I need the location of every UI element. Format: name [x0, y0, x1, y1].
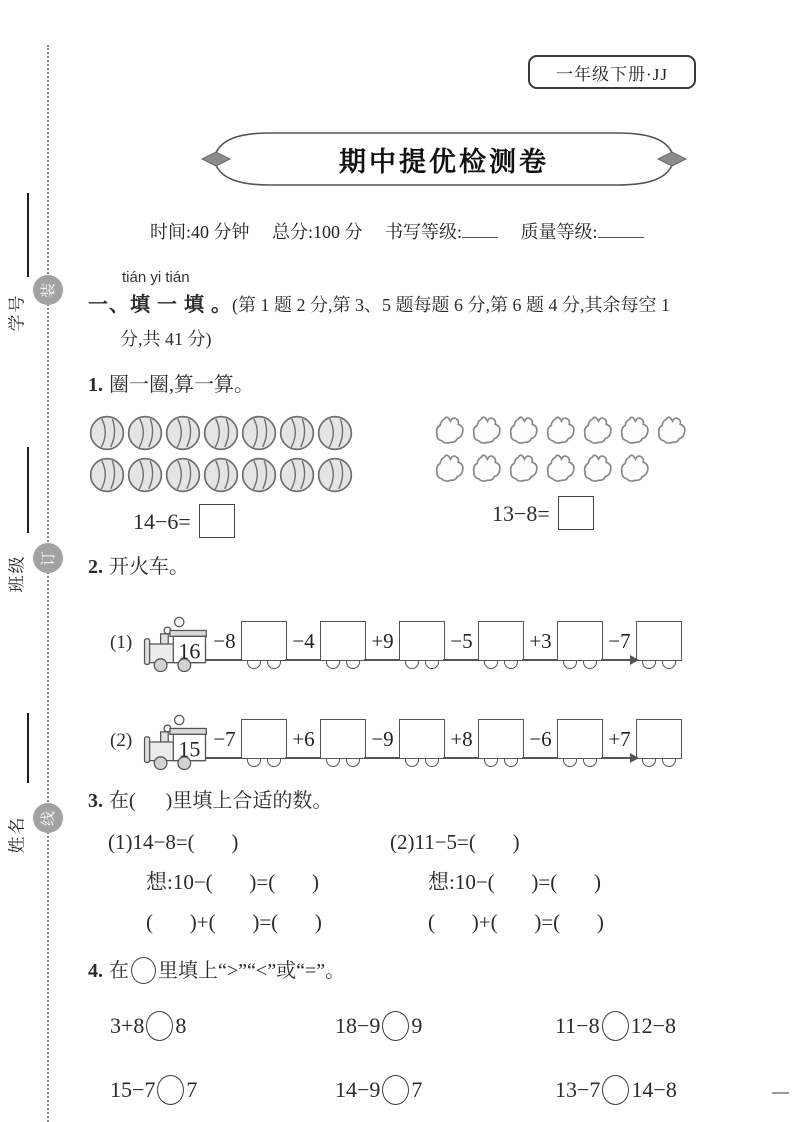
q3-p1-think-line[interactable]: 想:10−( )=( ): [146, 870, 319, 894]
q4-item-6-left: 13−7: [555, 1077, 601, 1102]
q1-title: 圈一圈,算一算。: [109, 374, 254, 396]
quality-grade-label: 质量等级:: [520, 222, 598, 242]
q3-p2-equation[interactable]: (2)11−5=( ): [390, 830, 520, 854]
locomotive-icon: [142, 616, 208, 672]
q4-item-6: [555, 1072, 718, 1108]
paper-content: [88, 0, 718, 1108]
q3-part-2: [390, 822, 718, 942]
train-1-op-6: −7: [608, 629, 631, 653]
train-2-connector: [366, 720, 399, 768]
q1-right-equation-text: 13−8=: [492, 501, 550, 526]
name-write-line[interactable]: [27, 713, 29, 783]
ball-row-2[interactable]: [88, 456, 408, 494]
q3-p2-think-line[interactable]: 想:10−( )=( ): [428, 870, 601, 894]
ball-icon: [126, 414, 164, 452]
leaf-icon: [506, 452, 543, 486]
train-1-wagon-1[interactable]: [241, 621, 287, 661]
ball-icon: [316, 456, 354, 494]
page-title: 期中提优检测卷: [339, 146, 549, 177]
train-1-op-4: −5: [450, 629, 473, 653]
train-2-connector: [445, 720, 478, 768]
q4-item-5-circle[interactable]: [382, 1075, 409, 1105]
q4-item-2-circle[interactable]: [382, 1011, 409, 1041]
q4-item-2: [335, 1008, 555, 1044]
q4-item-5: [335, 1072, 555, 1108]
train-1-engine-number: 16: [178, 638, 201, 664]
q3-title: 在( )里填上合适的数。: [109, 790, 333, 812]
exam-info-line: [150, 218, 718, 244]
train-1-label: (1): [110, 632, 133, 653]
ball-icon: [278, 456, 316, 494]
train-1-op-5: +3: [529, 629, 552, 653]
q4-item-4-right: 7: [186, 1077, 198, 1102]
ball-icon: [88, 414, 126, 452]
ball-icon: [278, 414, 316, 452]
leaf-icon: [617, 414, 654, 448]
train-1-wagon-5[interactable]: [557, 621, 603, 661]
ball-icon: [164, 456, 202, 494]
train-2-label: (2): [110, 730, 133, 751]
ball-icon: [202, 414, 240, 452]
q4-grid: [110, 1008, 718, 1108]
train-1-wagon-6[interactable]: [636, 621, 682, 661]
q3-heading: [88, 786, 718, 816]
q1-number: 1.: [88, 374, 103, 396]
q4-item-3-left: 11−8: [555, 1013, 600, 1038]
q4-heading: [88, 954, 718, 988]
q4-title-prefix: 在: [109, 960, 129, 982]
quality-grade-blank[interactable]: [598, 223, 644, 238]
q3-p2-sum-line[interactable]: ( )+( )=( ): [428, 910, 604, 934]
q4-item-2-left: 18−9: [335, 1013, 381, 1038]
q3-p1-sum-line[interactable]: ( )+( )=( ): [146, 910, 322, 934]
q3-number: 3.: [88, 790, 103, 812]
q4-item-4-circle[interactable]: [157, 1075, 184, 1105]
train-2-op-4: +8: [450, 727, 473, 751]
train-1-op-3: +9: [371, 629, 394, 653]
ball-icon: [202, 456, 240, 494]
q4-item-4: [110, 1072, 335, 1108]
pinyin-annotation: tián yi tián: [122, 269, 190, 286]
q4-number: 4.: [88, 960, 103, 982]
q4-item-3-circle[interactable]: [602, 1011, 629, 1041]
train-1-arrow-connector: [603, 622, 636, 670]
train-2-op-5: −6: [529, 727, 552, 751]
leaf-icon: [469, 414, 506, 448]
name-label: 姓名: [7, 815, 27, 854]
ball-icon: [240, 456, 278, 494]
train-1-op-2: −4: [292, 629, 315, 653]
class-write-line[interactable]: [27, 447, 29, 533]
train-1-wagon-2[interactable]: [320, 621, 366, 661]
q4-item-1: [110, 1008, 335, 1044]
leaf-icon: [543, 452, 580, 486]
train-2-engine-number: 15: [178, 736, 201, 762]
ball-row-1[interactable]: [88, 414, 408, 452]
train-2-wagon-3[interactable]: [399, 719, 445, 759]
q4-item-6-right: 14−8: [631, 1077, 677, 1102]
train-1: [110, 588, 718, 670]
q1-heading: [88, 370, 718, 400]
q4-item-1-circle[interactable]: [146, 1011, 173, 1041]
q3-p1-equation[interactable]: (1)14−8=( ): [108, 830, 239, 854]
section-one-score-note-cont: 分,共 41 分): [120, 329, 212, 349]
ball-icon: [316, 414, 354, 452]
total-score-info: 总分:100 分: [272, 222, 363, 242]
q1-figure: [88, 410, 718, 538]
train-1-wagon-3[interactable]: [399, 621, 445, 661]
train-1-connector: [208, 622, 241, 670]
q3-part-1: [108, 822, 390, 942]
train-2-wagon-6[interactable]: [636, 719, 682, 759]
section-one-heading: [88, 288, 718, 322]
ball-icon: [88, 456, 126, 494]
binding-badge-zhuang: 装: [33, 275, 63, 305]
leaf-icon: [432, 452, 469, 486]
q4-item-4-left: 15−7: [110, 1077, 156, 1102]
train-2-op-2: +6: [292, 727, 315, 751]
time-info: 时间:40 分钟: [150, 222, 250, 242]
q2-heading: [88, 552, 718, 582]
train-2-op-6: +7: [608, 727, 631, 751]
q4-item-5-left: 14−9: [335, 1077, 381, 1102]
train-2-arrow-connector: [603, 720, 636, 768]
train-2-wagon-4[interactable]: [478, 719, 524, 759]
leaf-row-2[interactable]: [432, 452, 718, 486]
binding-dashed-line: [47, 45, 49, 1122]
leaf-icon: [469, 452, 506, 486]
train-2-wagon-2[interactable]: [320, 719, 366, 759]
leaf-icon: [617, 452, 654, 486]
leaf-icon: [506, 414, 543, 448]
q1-left-equation: [133, 504, 408, 538]
leaf-row-1[interactable]: [432, 414, 718, 448]
q4-item-3-right: 12−8: [630, 1013, 677, 1038]
train-1-connector: [524, 622, 557, 670]
q2-number: 2.: [88, 556, 103, 578]
train-2-op-3: −9: [371, 727, 394, 751]
train-2-connector: [524, 720, 557, 768]
ball-icon: [164, 414, 202, 452]
binding-badge-xian: 线: [33, 803, 63, 833]
writing-grade-blank[interactable]: [462, 223, 498, 238]
q1-leaves-panel: [408, 410, 718, 538]
train-1-op-1: −8: [213, 629, 236, 653]
q4-item-6-circle[interactable]: [602, 1075, 629, 1105]
leaf-icon: [580, 452, 617, 486]
train-1-wagon-4[interactable]: [478, 621, 524, 661]
q1-balls-panel: [88, 410, 408, 538]
page-edge-mark: [772, 1092, 789, 1094]
train-2-op-1: −7: [213, 727, 236, 751]
writing-grade-label: 书写等级:: [385, 222, 463, 242]
train-2-connector: [208, 720, 241, 768]
q4-item-3: [555, 1008, 718, 1044]
leaf-icon: [543, 414, 580, 448]
ball-icon: [240, 414, 278, 452]
q2-title: 开火车。: [109, 556, 189, 578]
q4-title-suffix: 里填上“>”“<”或“=”。: [158, 960, 346, 982]
train-2-connector: [287, 720, 320, 768]
binding-badge-ding: 订: [33, 543, 63, 573]
student-id-write-line[interactable]: [27, 193, 29, 277]
leaf-icon: [580, 414, 617, 448]
q4-item-1-right: 8: [175, 1013, 187, 1038]
q1-left-equation-text: 14−6=: [133, 509, 191, 534]
section-one-title: 一、填 一 填 。: [88, 294, 232, 316]
train-2: [110, 686, 718, 768]
leaf-icon: [654, 414, 691, 448]
q1-right-equation: [492, 496, 718, 530]
q1-right-answer-box[interactable]: [558, 496, 594, 530]
train-1-connector: [366, 622, 399, 670]
q3-body: [88, 822, 718, 942]
q1-left-answer-box[interactable]: [199, 504, 235, 538]
grade-edition-badge: 一年级下册·JJ: [528, 55, 696, 89]
section-one-score-note: (第 1 题 2 分,第 3、5 题每题 6 分,第 6 题 4 分,其余每空 1: [232, 295, 670, 315]
q4-item-5-right: 7: [411, 1077, 423, 1102]
student-id-label: 学号: [7, 293, 27, 332]
q4-item-1-left: 3+8: [110, 1013, 145, 1038]
train-2-wagon-5[interactable]: [557, 719, 603, 759]
ball-icon: [126, 456, 164, 494]
leaf-icon: [432, 414, 469, 448]
train-1-connector: [287, 622, 320, 670]
locomotive-icon: [142, 714, 208, 770]
train-2-wagon-1[interactable]: [241, 719, 287, 759]
q4-example-circle: [131, 957, 156, 984]
train-1-connector: [445, 622, 478, 670]
q4-item-2-right: 9: [411, 1013, 423, 1038]
title-banner: [200, 128, 688, 190]
class-label: 班级: [7, 554, 27, 593]
